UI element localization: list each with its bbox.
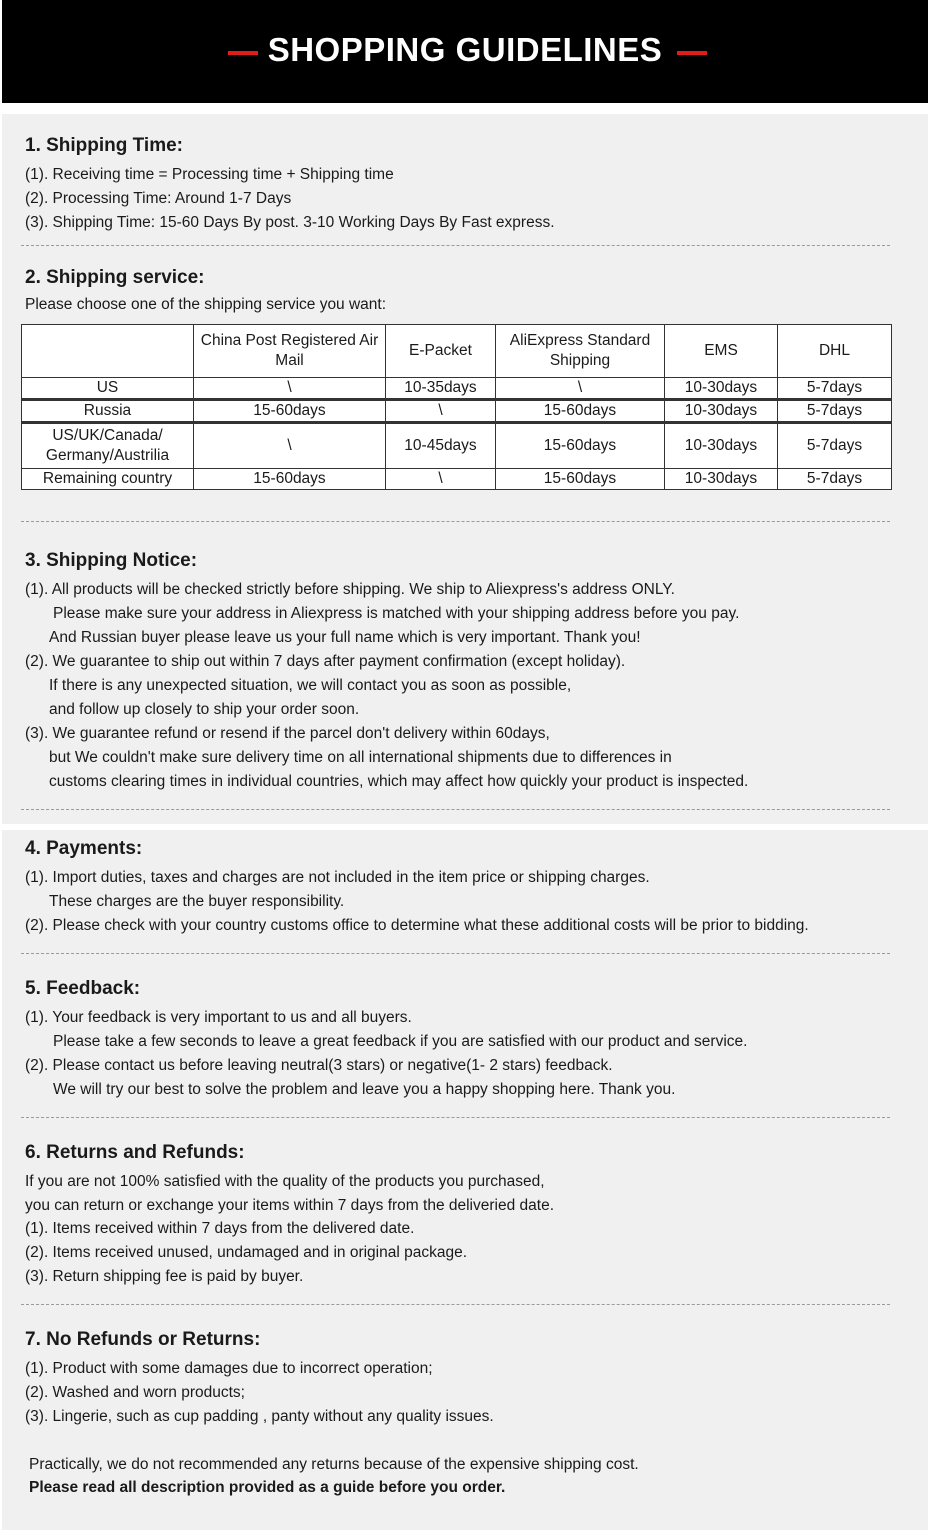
table-cell: \ bbox=[386, 400, 496, 423]
title-dash-right bbox=[677, 51, 707, 55]
section-divider bbox=[21, 245, 890, 246]
returns-line: (1). Items received within 7 days from the delivered date. bbox=[25, 1220, 415, 1237]
page-title: SHOPPING GUIDELINES bbox=[267, 31, 663, 68]
shipping-notice-line: If there is any unexpected situation, we will contact you as soon as possible, bbox=[49, 677, 572, 694]
table-header-cell: DHL bbox=[778, 325, 892, 378]
returns-line: If you are not 100% satisfied with the quality of the products you purchased, bbox=[25, 1173, 545, 1190]
section-title-shipping-service: 2. Shipping service: bbox=[25, 267, 205, 288]
table-header-cell: EMS bbox=[665, 325, 778, 378]
table-cell: \ bbox=[386, 469, 496, 490]
table-cell: \ bbox=[194, 378, 386, 400]
feedback-line: (2). Please contact us before leaving neutral(3 stars) or negative(1- 2 stars) feedback. bbox=[25, 1057, 613, 1074]
feedback-line: (1). Your feedback is very important to us and all buyers. bbox=[25, 1009, 412, 1026]
table-cell: 10-35days bbox=[386, 378, 496, 400]
section-title-shipping-notice: 3. Shipping Notice: bbox=[25, 550, 198, 571]
returns-note: Practically, we do not recommended any returns because of the expensive shipping cost. bbox=[29, 1456, 639, 1473]
shipping-service-intro: Please choose one of the shipping service you want: bbox=[25, 296, 387, 313]
table-header-cell bbox=[22, 325, 194, 378]
read-description-note: Please read all description provided as a guide before you order. bbox=[29, 1479, 506, 1496]
shipping-time-line: (2). Processing Time: Around 1-7 Days bbox=[25, 190, 292, 207]
shipping-notice-line: customs clearing times in individual countries, which may affect how quickly your product is inspected. bbox=[49, 773, 749, 790]
table-cell: 5-7days bbox=[778, 378, 892, 400]
table-cell: US/UK/Canada/ Germany/Austrilia bbox=[22, 423, 194, 469]
feedback-line: Please take a few seconds to leave a great feedback if you are satisfied with our product and service. bbox=[53, 1033, 748, 1050]
section-title-returns: 6. Returns and Refunds: bbox=[25, 1142, 245, 1163]
payments-line: These charges are the buyer responsibility. bbox=[49, 893, 345, 910]
section-title-payments: 4. Payments: bbox=[25, 838, 143, 859]
table-cell: Russia bbox=[22, 400, 194, 423]
payments-line: (2). Please check with your country customs office to determine what these additional costs will be prior to bidding. bbox=[25, 917, 809, 934]
shipping-service-table bbox=[21, 324, 892, 490]
table-cell: 5-7days bbox=[778, 469, 892, 490]
no-refunds-line: (2). Washed and worn products; bbox=[25, 1384, 245, 1401]
feedback-line: We will try our best to solve the problem and leave you a happy shopping here. Thank you. bbox=[53, 1081, 676, 1098]
table-cell: 15-60days bbox=[496, 469, 665, 490]
table-cell: 5-7days bbox=[778, 423, 892, 469]
shipping-notice-line: (2). We guarantee to ship out within 7 days after payment confirmation (except holiday). bbox=[25, 653, 626, 670]
table-cell: 15-60days bbox=[194, 400, 386, 423]
no-refunds-line: (1). Product with some damages due to incorrect operation; bbox=[25, 1360, 433, 1377]
table-cell: 10-30days bbox=[665, 423, 778, 469]
table-cell: Remaining country bbox=[22, 469, 194, 490]
returns-line: (2). Items received unused, undamaged and in original package. bbox=[25, 1244, 468, 1261]
shipping-notice-line: Please make sure your address in Aliexpress is matched with your shipping address before you pay. bbox=[53, 605, 740, 622]
payments-line: (1). Import duties, taxes and charges are not included in the item price or shipping charges. bbox=[25, 869, 650, 886]
table-cell: US bbox=[22, 378, 194, 400]
header-banner bbox=[2, 0, 928, 103]
table-cell: \ bbox=[194, 423, 386, 469]
table-header-cell: AliExpress Standard Shipping bbox=[496, 325, 665, 378]
section-divider bbox=[21, 1117, 890, 1118]
table-cell: 15-60days bbox=[496, 400, 665, 423]
table-cell: 10-30days bbox=[665, 378, 778, 400]
shipping-notice-line: but We couldn't make sure delivery time on all international shipments due to differences in bbox=[49, 749, 672, 766]
shipping-time-line: (1). Receiving time = Processing time + Shipping time bbox=[25, 166, 394, 183]
table-header-cell: E-Packet bbox=[386, 325, 496, 378]
shipping-notice-line: and follow up closely to ship your order soon. bbox=[49, 701, 360, 718]
returns-line: (3). Return shipping fee is paid by buyer. bbox=[25, 1268, 304, 1285]
section-title-shipping-time: 1. Shipping Time: bbox=[25, 135, 183, 156]
table-cell: 15-60days bbox=[496, 423, 665, 469]
shipping-notice-line: And Russian buyer please leave us your full name which is very important. Thank you! bbox=[49, 629, 641, 646]
table-cell: 5-7days bbox=[778, 400, 892, 423]
section-title-no-refunds: 7. No Refunds or Returns: bbox=[25, 1329, 261, 1350]
shipping-time-line: (3). Shipping Time: 15-60 Days By post. 3-10 Working Days By Fast express. bbox=[25, 214, 555, 231]
table-row bbox=[22, 423, 892, 469]
table-row bbox=[22, 400, 892, 423]
table-cell: 10-30days bbox=[665, 400, 778, 423]
table-row bbox=[22, 469, 892, 490]
table-cell: 10-30days bbox=[665, 469, 778, 490]
no-refunds-line: (3). Lingerie, such as cup padding , panty without any quality issues. bbox=[25, 1408, 494, 1425]
table-header-row bbox=[22, 325, 892, 378]
table-header-cell: China Post Registered Air Mail bbox=[194, 325, 386, 378]
table-cell: 10-45days bbox=[386, 423, 496, 469]
shipping-notice-line: (1). All products will be checked strictly before shipping. We ship to Aliexpress's address ONLY. bbox=[25, 581, 675, 598]
section-divider bbox=[21, 809, 890, 810]
table-row bbox=[22, 378, 892, 400]
section-divider bbox=[21, 953, 890, 954]
table-cell: \ bbox=[496, 378, 665, 400]
section-title-feedback: 5. Feedback: bbox=[25, 978, 141, 999]
section-divider bbox=[21, 1304, 890, 1305]
section-divider bbox=[21, 521, 890, 522]
shipping-notice-line: (3). We guarantee refund or resend if the parcel don't delivery within 60days, bbox=[25, 725, 550, 742]
table-cell: 15-60days bbox=[194, 469, 386, 490]
returns-line: you can return or exchange your items within 7 days from the deliveried date. bbox=[25, 1197, 554, 1214]
